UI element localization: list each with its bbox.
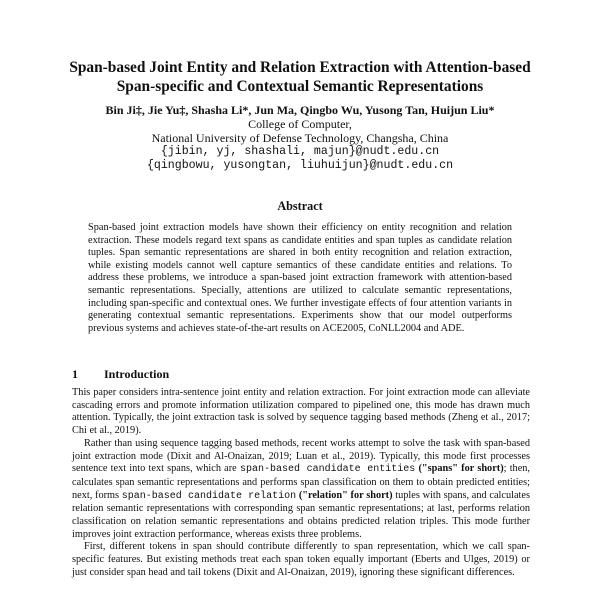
email-line-1: {jibin, yj, shashali, majun}@nudt.edu.cn — [160, 145, 440, 158]
section-number: 1 — [72, 367, 78, 381]
affiliation-line-2: National University of Defense Technology, Changsha, China — [151, 131, 449, 145]
author-list: Bin Ji‡, Jie Yu‡, Shasha Li*, Jun Ma, Qingbo Wu, Yusong Tan, Huijun Liu* — [105, 103, 495, 117]
affiliation-line-1: College of Computer, — [248, 117, 352, 131]
email-line-2: {qingbowu, yusongtan, liuhuijun}@nudt.edu.cn — [146, 159, 454, 172]
term-spans-short: ("spans" for short) — [415, 463, 504, 475]
intro-paragraph-2 — [72, 438, 530, 542]
intro-p2-text-a: Rather than using sequence tagging based methods, recent works attempt to solve the task with span-based joint extraction mode (Dixit and Al-Onaizan, 2019; Luan et al., 2019). Typically, this mode first processes sentence text into text spans, which are — [72, 437, 530, 475]
title-line-2: Span-specific and Contextual Semantic Representations — [116, 78, 484, 95]
intro-paragraph-1: This paper considers intra-sentence joint entity and relation extraction. For joint extraction mode can alleviate cascading errors and promote information utilization compared to pipelined one, this mode has drawn much attention. Typically, the joint extraction task is solved by sequence tagging based methods (Zheng et al., 2017; Chi et al., 2019). — [72, 387, 530, 437]
term-relation-short: ("relation" for short) — [296, 489, 393, 501]
introduction-body — [72, 387, 530, 580]
intro-paragraph-3: First, different tokens in span should contribute differently to span representation, which we call span-specific features. But existing methods treat each span token equally important (Eberts and Ulges, 2019) or just consider span head and tail tokens (Dixit and Al-Onaizan, 2019), ignoring these significant differences. — [72, 541, 530, 578]
title-line-1: Span-based Joint Entity and Relation Extraction with Attention-based — [69, 59, 531, 76]
section-heading — [72, 367, 169, 381]
abstract-text: Span-based joint extraction models have shown their efficiency on entity recognition and relation extraction. These models regard text spans as candidate entities and span tuples as candidate relation tuples. Span semantic representations are shared in both entity recognition and relation extraction, while existing models cannot well capture semantics of these candidate entities and relations. To address these problems, we introduce a span-based joint extraction framework with attention-based semantic representations. Specially, attentions are utilized to calculate semantic representations, including span-specific and contextual ones. We further investigate effects of four attention variants in generating contextual semantic representations. Experiments show that our model outperforms previous systems and achieves state-of-the-art results on ACE2005, CoNLL2004 and ADE. — [88, 222, 512, 334]
term-candidate-relation: span-based candidate relation — [121, 490, 297, 502]
paper-title — [40, 58, 560, 96]
intro-p2-text-c: tuples with spans, and calculates relation semantic representations with corresponding span semantic representations; at last, performs relation classification on relation semantic representations and obtains predicted relation triples. This mode further improves joint extraction performance, whereas exists three problems. — [72, 489, 530, 540]
term-candidate-entities: span-based candidate entities — [239, 464, 416, 476]
intro-p2-text-b: ; then, calculates span semantic representations and performs span classification on them to obtain predicted entities; next, forms — [72, 463, 530, 501]
author-block — [40, 103, 560, 173]
abstract-heading: Abstract — [277, 199, 323, 213]
section-title: Introduction — [104, 367, 170, 381]
